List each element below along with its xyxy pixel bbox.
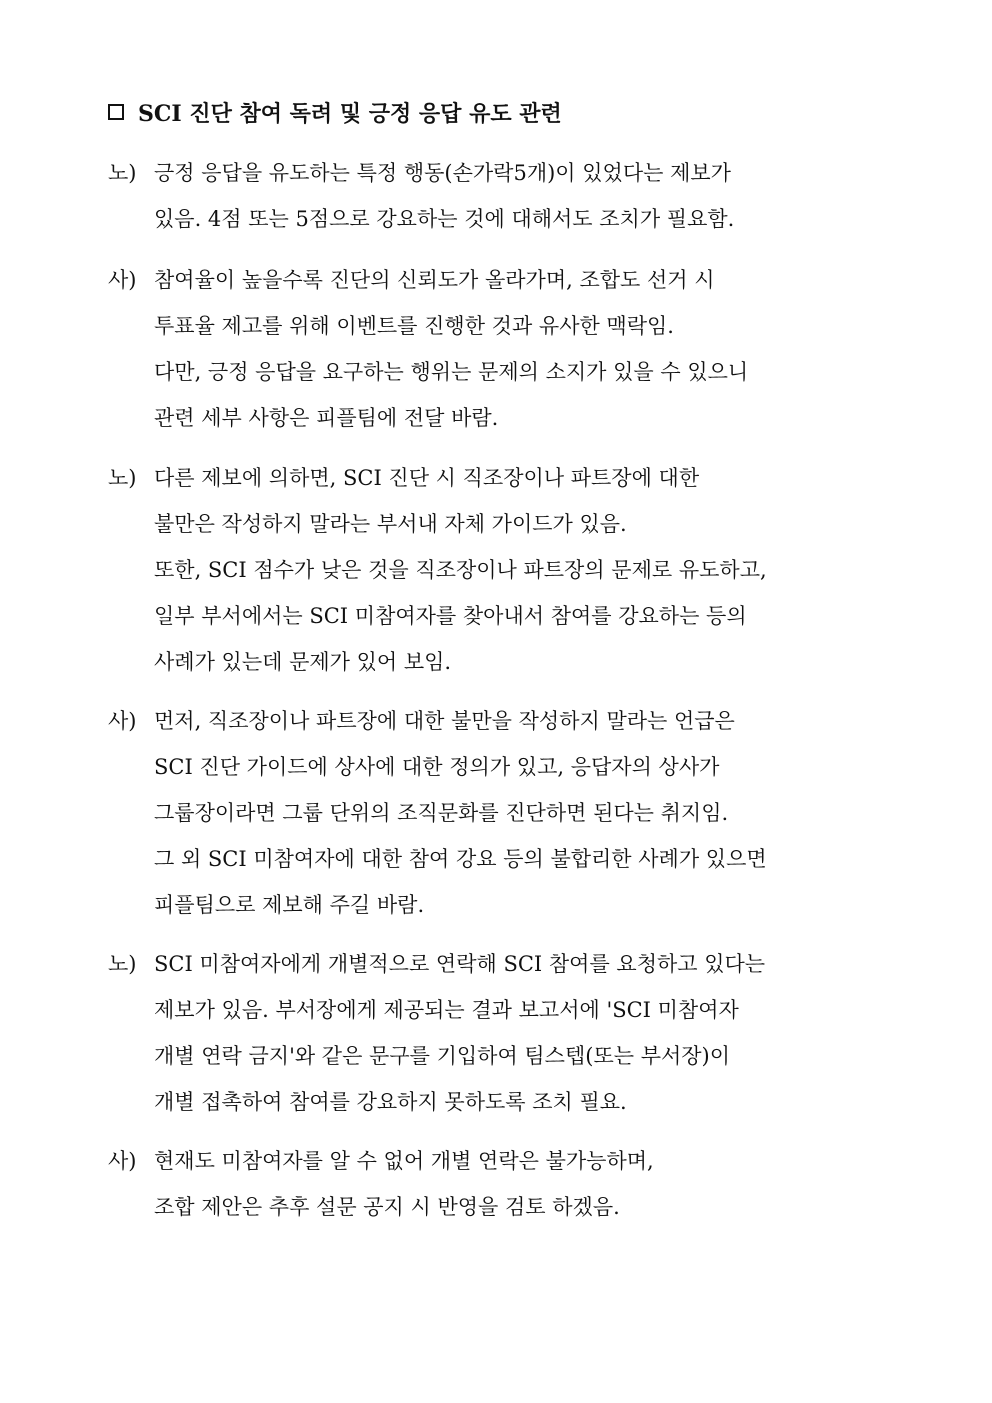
entry-line: 사례가 있는데 문제가 있어 보임.: [154, 650, 452, 674]
entry-line: SCI 미참여자에게 개별적으로 연락해 SCI 참여를 요청하고 있다는: [154, 952, 766, 976]
speaker-marker: 노): [108, 466, 137, 490]
speaker-marker: 노): [108, 952, 137, 976]
speaker-marker: 사): [108, 268, 137, 292]
entry-line: 또한, SCI 점수가 낮은 것을 직조장이나 파트장의 문제로 유도하고,: [154, 558, 767, 582]
entry-line: 관련 세부 사항은 피플팀에 전달 바람.: [154, 406, 499, 430]
entry-line: 피플팀으로 제보해 주길 바람.: [154, 893, 425, 917]
entry-line: 일부 부서에서는 SCI 미참여자를 찾아내서 참여를 강요하는 등의: [154, 604, 747, 628]
entry-line: 개별 연락 금지'와 같은 문구를 기입하여 팀스텝(또는 부서장)이: [154, 1044, 731, 1068]
entry-line: 긍정 응답을 유도하는 특정 행동(손가락5개)이 있었다는 제보가: [154, 161, 731, 185]
entry-line: 투표율 제고를 위해 이벤트를 진행한 것과 유사한 맥락임.: [154, 314, 674, 338]
checkbox-square-icon: [108, 104, 124, 120]
entry-line: 다만, 긍정 응답을 요구하는 행위는 문제의 소지가 있을 수 있으니: [154, 360, 749, 384]
entry-line: 불만은 작성하지 말라는 부서내 자체 가이드가 있음.: [154, 512, 627, 536]
entry-line: 제보가 있음. 부서장에게 제공되는 결과 보고서에 'SCI 미참여자: [154, 998, 739, 1022]
speaker-marker: 사): [108, 709, 137, 733]
entry-line: 현재도 미참여자를 알 수 없어 개별 연락은 불가능하며,: [154, 1149, 654, 1173]
section-heading: [108, 92, 928, 132]
entry-line: SCI 진단 가이드에 상사에 대한 정의가 있고, 응답자의 상사가: [154, 755, 720, 779]
entry-line: 그룹장이라면 그룹 단위의 조직문화를 진단하면 된다는 취지임.: [154, 801, 729, 825]
speaker-marker: 사): [108, 1149, 137, 1173]
entry-line: 그 외 SCI 미참여자에 대한 참여 강요 등의 불합리한 사례가 있으면: [154, 847, 767, 871]
entry-line: 개별 접촉하여 참여를 강요하지 못하도록 조치 필요.: [154, 1090, 627, 1114]
entry-line: 다른 제보에 의하면, SCI 진단 시 직조장이나 파트장에 대한: [154, 466, 700, 490]
entry-line: 조합 제안은 추후 설문 공지 시 반영을 검토 하겠음.: [154, 1195, 620, 1219]
entry-line: 먼저, 직조장이나 파트장에 대한 불만을 작성하지 말라는 언급은: [154, 709, 735, 733]
speaker-marker: 노): [108, 161, 137, 185]
entry-line: 참여율이 높을수록 진단의 신뢰도가 올라가며, 조합도 선거 시: [154, 268, 715, 292]
entry-line: 있음. 4점 또는 5점으로 강요하는 것에 대해서도 조치가 필요함.: [154, 207, 735, 231]
section-heading-text: SCI 진단 참여 독려 및 긍정 응답 유도 관련: [138, 100, 562, 127]
